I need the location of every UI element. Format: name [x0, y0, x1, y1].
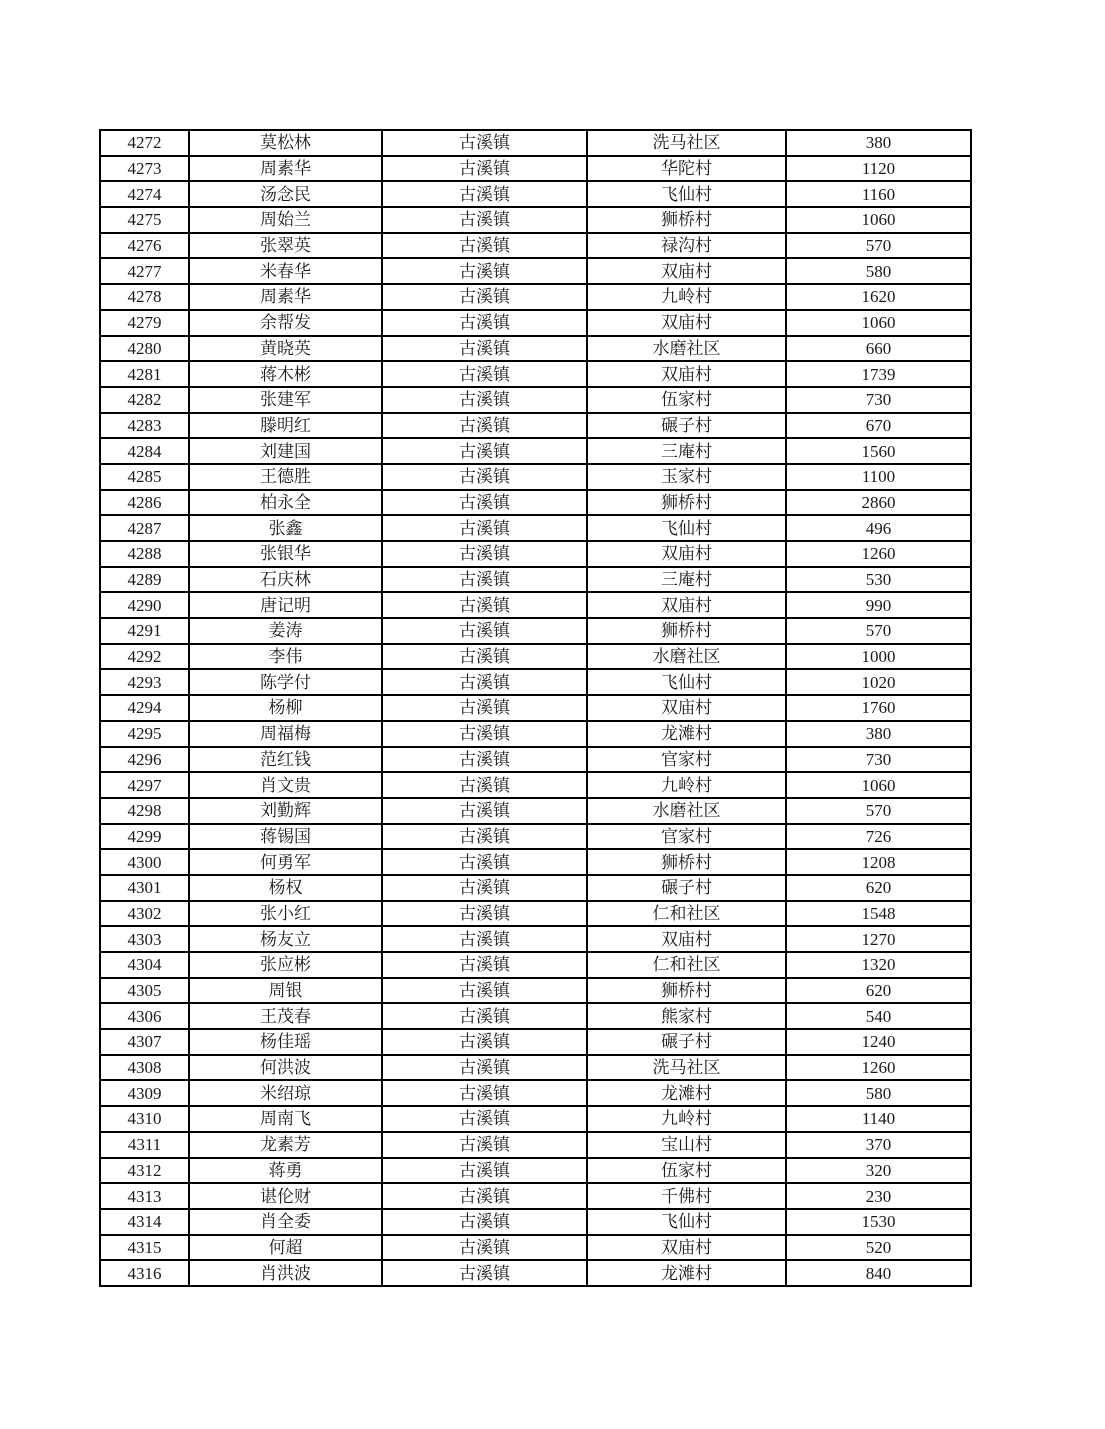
cell-village: 双庙村 — [587, 361, 786, 387]
cell-town: 古溪镇 — [382, 156, 587, 182]
cell-village: 双庙村 — [587, 592, 786, 618]
table-row — [100, 284, 971, 310]
cell-village: 碾子村 — [587, 413, 786, 439]
cell-amount: 1260 — [786, 541, 971, 567]
cell-amount: 1760 — [786, 695, 971, 721]
table-row — [100, 258, 971, 284]
table-row — [100, 1209, 971, 1235]
cell-name: 王茂春 — [189, 1003, 382, 1029]
cell-name: 黄晓英 — [189, 336, 382, 362]
cell-village: 双庙村 — [587, 1235, 786, 1261]
cell-village: 玉家村 — [587, 464, 786, 490]
cell-town: 古溪镇 — [382, 901, 587, 927]
cell-village: 洗马社区 — [587, 130, 786, 156]
cell-town: 古溪镇 — [382, 1003, 587, 1029]
cell-village: 千佛村 — [587, 1183, 786, 1209]
cell-town: 古溪镇 — [382, 1260, 587, 1286]
table-row — [100, 1106, 971, 1132]
cell-village: 双庙村 — [587, 926, 786, 952]
cell-town: 古溪镇 — [382, 772, 587, 798]
cell-amount: 520 — [786, 1235, 971, 1261]
cell-village: 龙滩村 — [587, 1260, 786, 1286]
cell-name: 王德胜 — [189, 464, 382, 490]
table-row — [100, 336, 971, 362]
cell-village: 禄沟村 — [587, 233, 786, 259]
cell-name: 龙素芳 — [189, 1132, 382, 1158]
cell-id: 4296 — [100, 747, 189, 773]
cell-amount: 1020 — [786, 669, 971, 695]
cell-village: 龙滩村 — [587, 721, 786, 747]
cell-village: 水磨社区 — [587, 644, 786, 670]
table-row — [100, 1080, 971, 1106]
cell-amount: 570 — [786, 798, 971, 824]
cell-amount: 1530 — [786, 1209, 971, 1235]
cell-name: 周素华 — [189, 284, 382, 310]
cell-village: 宝山村 — [587, 1132, 786, 1158]
cell-amount: 320 — [786, 1158, 971, 1184]
cell-town: 古溪镇 — [382, 387, 587, 413]
cell-name: 李伟 — [189, 644, 382, 670]
cell-amount: 540 — [786, 1003, 971, 1029]
cell-village: 官家村 — [587, 824, 786, 850]
cell-amount: 840 — [786, 1260, 971, 1286]
cell-village: 狮桥村 — [587, 978, 786, 1004]
table-row — [100, 1235, 971, 1261]
cell-id: 4280 — [100, 336, 189, 362]
cell-id: 4314 — [100, 1209, 189, 1235]
cell-amount: 370 — [786, 1132, 971, 1158]
table-row — [100, 978, 971, 1004]
cell-amount: 380 — [786, 130, 971, 156]
table-row — [100, 1003, 971, 1029]
cell-id: 4290 — [100, 592, 189, 618]
cell-village: 仁和社区 — [587, 952, 786, 978]
table-row — [100, 926, 971, 952]
cell-id: 4310 — [100, 1106, 189, 1132]
cell-name: 肖洪波 — [189, 1260, 382, 1286]
cell-name: 杨佳瑶 — [189, 1029, 382, 1055]
cell-village: 伍家村 — [587, 387, 786, 413]
cell-amount: 730 — [786, 387, 971, 413]
cell-amount: 1208 — [786, 849, 971, 875]
cell-town: 古溪镇 — [382, 824, 587, 850]
cell-name: 张小红 — [189, 901, 382, 927]
cell-village: 九岭村 — [587, 1106, 786, 1132]
cell-village: 飞仙村 — [587, 181, 786, 207]
cell-name: 杨权 — [189, 875, 382, 901]
cell-id: 4285 — [100, 464, 189, 490]
cell-town: 古溪镇 — [382, 721, 587, 747]
cell-name: 莫松林 — [189, 130, 382, 156]
table-row — [100, 1183, 971, 1209]
cell-name: 米绍琼 — [189, 1080, 382, 1106]
cell-name: 何超 — [189, 1235, 382, 1261]
cell-id: 4313 — [100, 1183, 189, 1209]
cell-amount: 580 — [786, 258, 971, 284]
cell-id: 4294 — [100, 695, 189, 721]
cell-amount: 1140 — [786, 1106, 971, 1132]
cell-town: 古溪镇 — [382, 1158, 587, 1184]
cell-town: 古溪镇 — [382, 1080, 587, 1106]
cell-id: 4307 — [100, 1029, 189, 1055]
cell-amount: 1060 — [786, 772, 971, 798]
cell-id: 4284 — [100, 438, 189, 464]
cell-id: 4278 — [100, 284, 189, 310]
cell-town: 古溪镇 — [382, 644, 587, 670]
cell-id: 4279 — [100, 310, 189, 336]
table-row — [100, 1029, 971, 1055]
cell-amount: 620 — [786, 875, 971, 901]
cell-name: 肖文贵 — [189, 772, 382, 798]
cell-amount: 1000 — [786, 644, 971, 670]
cell-name: 陈学付 — [189, 669, 382, 695]
cell-amount: 496 — [786, 515, 971, 541]
cell-name: 周素华 — [189, 156, 382, 182]
table-row — [100, 875, 971, 901]
table-row — [100, 747, 971, 773]
table-row — [100, 824, 971, 850]
cell-town: 古溪镇 — [382, 464, 587, 490]
cell-village: 水磨社区 — [587, 798, 786, 824]
cell-town: 古溪镇 — [382, 207, 587, 233]
cell-name: 杨柳 — [189, 695, 382, 721]
cell-amount: 660 — [786, 336, 971, 362]
cell-amount: 1100 — [786, 464, 971, 490]
cell-id: 4301 — [100, 875, 189, 901]
cell-id: 4311 — [100, 1132, 189, 1158]
cell-id: 4276 — [100, 233, 189, 259]
cell-amount: 1320 — [786, 952, 971, 978]
cell-amount: 1060 — [786, 310, 971, 336]
cell-id: 4303 — [100, 926, 189, 952]
table-body — [100, 130, 971, 1286]
cell-amount: 1060 — [786, 207, 971, 233]
cell-name: 周始兰 — [189, 207, 382, 233]
cell-village: 双庙村 — [587, 695, 786, 721]
cell-town: 古溪镇 — [382, 1055, 587, 1081]
cell-amount: 1739 — [786, 361, 971, 387]
cell-town: 古溪镇 — [382, 747, 587, 773]
cell-town: 古溪镇 — [382, 490, 587, 516]
cell-town: 古溪镇 — [382, 1132, 587, 1158]
cell-name: 范红钱 — [189, 747, 382, 773]
table-row — [100, 156, 971, 182]
table-row — [100, 413, 971, 439]
cell-name: 张建军 — [189, 387, 382, 413]
cell-name: 刘勤辉 — [189, 798, 382, 824]
cell-town: 古溪镇 — [382, 1029, 587, 1055]
cell-id: 4287 — [100, 515, 189, 541]
cell-name: 周福梅 — [189, 721, 382, 747]
cell-amount: 380 — [786, 721, 971, 747]
cell-village: 水磨社区 — [587, 336, 786, 362]
cell-village: 洗马社区 — [587, 1055, 786, 1081]
cell-id: 4309 — [100, 1080, 189, 1106]
table-row — [100, 1055, 971, 1081]
cell-amount: 1260 — [786, 1055, 971, 1081]
cell-town: 古溪镇 — [382, 233, 587, 259]
cell-town: 古溪镇 — [382, 1235, 587, 1261]
cell-town: 古溪镇 — [382, 567, 587, 593]
cell-village: 仁和社区 — [587, 901, 786, 927]
cell-amount: 570 — [786, 618, 971, 644]
cell-village: 飞仙村 — [587, 1209, 786, 1235]
cell-town: 古溪镇 — [382, 798, 587, 824]
cell-village: 双庙村 — [587, 310, 786, 336]
table-row — [100, 387, 971, 413]
cell-amount: 530 — [786, 567, 971, 593]
cell-id: 4274 — [100, 181, 189, 207]
table-row — [100, 798, 971, 824]
cell-name: 张鑫 — [189, 515, 382, 541]
cell-village: 双庙村 — [587, 541, 786, 567]
cell-town: 古溪镇 — [382, 438, 587, 464]
cell-id: 4289 — [100, 567, 189, 593]
table-row — [100, 310, 971, 336]
cell-village: 龙滩村 — [587, 1080, 786, 1106]
table-row — [100, 541, 971, 567]
cell-village: 飞仙村 — [587, 669, 786, 695]
cell-name: 米春华 — [189, 258, 382, 284]
cell-town: 古溪镇 — [382, 1209, 587, 1235]
table-row — [100, 695, 971, 721]
cell-village: 三庵村 — [587, 567, 786, 593]
cell-village: 飞仙村 — [587, 515, 786, 541]
cell-town: 古溪镇 — [382, 926, 587, 952]
cell-town: 古溪镇 — [382, 592, 587, 618]
cell-amount: 1620 — [786, 284, 971, 310]
table-row — [100, 464, 971, 490]
cell-amount: 1160 — [786, 181, 971, 207]
table-row — [100, 721, 971, 747]
cell-id: 4295 — [100, 721, 189, 747]
cell-name: 刘建国 — [189, 438, 382, 464]
table-row — [100, 1132, 971, 1158]
table-row — [100, 669, 971, 695]
cell-town: 古溪镇 — [382, 978, 587, 1004]
cell-village: 碾子村 — [587, 1029, 786, 1055]
cell-id: 4304 — [100, 952, 189, 978]
cell-id: 4283 — [100, 413, 189, 439]
cell-village: 狮桥村 — [587, 618, 786, 644]
cell-town: 古溪镇 — [382, 336, 587, 362]
cell-town: 古溪镇 — [382, 258, 587, 284]
table-row — [100, 952, 971, 978]
cell-town: 古溪镇 — [382, 695, 587, 721]
table-row — [100, 515, 971, 541]
cell-amount: 1270 — [786, 926, 971, 952]
cell-village: 九岭村 — [587, 772, 786, 798]
cell-town: 古溪镇 — [382, 361, 587, 387]
cell-id: 4299 — [100, 824, 189, 850]
table-row — [100, 772, 971, 798]
cell-name: 张银华 — [189, 541, 382, 567]
cell-id: 4292 — [100, 644, 189, 670]
cell-name: 汤念民 — [189, 181, 382, 207]
table-row — [100, 361, 971, 387]
table-row — [100, 438, 971, 464]
cell-village: 双庙村 — [587, 258, 786, 284]
cell-amount: 620 — [786, 978, 971, 1004]
cell-name: 蒋木彬 — [189, 361, 382, 387]
cell-town: 古溪镇 — [382, 1106, 587, 1132]
cell-amount: 2860 — [786, 490, 971, 516]
cell-id: 4275 — [100, 207, 189, 233]
cell-village: 碾子村 — [587, 875, 786, 901]
cell-id: 4272 — [100, 130, 189, 156]
table-row — [100, 1260, 971, 1286]
cell-name: 周南飞 — [189, 1106, 382, 1132]
table-row — [100, 207, 971, 233]
cell-name: 姜涛 — [189, 618, 382, 644]
cell-town: 古溪镇 — [382, 849, 587, 875]
cell-village: 狮桥村 — [587, 849, 786, 875]
cell-town: 古溪镇 — [382, 310, 587, 336]
cell-id: 4297 — [100, 772, 189, 798]
cell-id: 4312 — [100, 1158, 189, 1184]
cell-town: 古溪镇 — [382, 1183, 587, 1209]
cell-village: 三庵村 — [587, 438, 786, 464]
cell-town: 古溪镇 — [382, 515, 587, 541]
cell-village: 狮桥村 — [587, 207, 786, 233]
table-row — [100, 592, 971, 618]
cell-town: 古溪镇 — [382, 618, 587, 644]
cell-town: 古溪镇 — [382, 413, 587, 439]
cell-id: 4305 — [100, 978, 189, 1004]
cell-amount: 990 — [786, 592, 971, 618]
cell-village: 华陀村 — [587, 156, 786, 182]
cell-name: 蒋锡国 — [189, 824, 382, 850]
cell-town: 古溪镇 — [382, 181, 587, 207]
cell-id: 4302 — [100, 901, 189, 927]
cell-id: 4281 — [100, 361, 189, 387]
cell-village: 伍家村 — [587, 1158, 786, 1184]
cell-name: 肖全委 — [189, 1209, 382, 1235]
cell-id: 4288 — [100, 541, 189, 567]
cell-amount: 580 — [786, 1080, 971, 1106]
cell-town: 古溪镇 — [382, 875, 587, 901]
cell-amount: 570 — [786, 233, 971, 259]
table-row — [100, 233, 971, 259]
cell-village: 官家村 — [587, 747, 786, 773]
cell-id: 4282 — [100, 387, 189, 413]
cell-id: 4273 — [100, 156, 189, 182]
cell-name: 周银 — [189, 978, 382, 1004]
table-row — [100, 644, 971, 670]
table-row — [100, 1158, 971, 1184]
cell-name: 张应彬 — [189, 952, 382, 978]
cell-amount: 230 — [786, 1183, 971, 1209]
cell-town: 古溪镇 — [382, 669, 587, 695]
table-row — [100, 901, 971, 927]
cell-id: 4315 — [100, 1235, 189, 1261]
cell-name: 余帮发 — [189, 310, 382, 336]
cell-name: 唐记明 — [189, 592, 382, 618]
cell-name: 杨友立 — [189, 926, 382, 952]
table-row — [100, 181, 971, 207]
cell-name: 石庆林 — [189, 567, 382, 593]
table-row — [100, 849, 971, 875]
table-row — [100, 130, 971, 156]
cell-amount: 1240 — [786, 1029, 971, 1055]
cell-id: 4286 — [100, 490, 189, 516]
cell-village: 九岭村 — [587, 284, 786, 310]
cell-town: 古溪镇 — [382, 541, 587, 567]
cell-town: 古溪镇 — [382, 952, 587, 978]
cell-id: 4308 — [100, 1055, 189, 1081]
cell-name: 何勇军 — [189, 849, 382, 875]
cell-amount: 1560 — [786, 438, 971, 464]
cell-id: 4298 — [100, 798, 189, 824]
table-row — [100, 567, 971, 593]
cell-town: 古溪镇 — [382, 284, 587, 310]
cell-village: 狮桥村 — [587, 490, 786, 516]
cell-id: 4316 — [100, 1260, 189, 1286]
table-row — [100, 490, 971, 516]
cell-name: 滕明红 — [189, 413, 382, 439]
cell-id: 4293 — [100, 669, 189, 695]
cell-name: 蒋勇 — [189, 1158, 382, 1184]
cell-town: 古溪镇 — [382, 130, 587, 156]
cell-village: 熊家村 — [587, 1003, 786, 1029]
cell-amount: 670 — [786, 413, 971, 439]
table-row — [100, 618, 971, 644]
cell-amount: 1548 — [786, 901, 971, 927]
data-table — [99, 129, 972, 1287]
cell-name: 张翠英 — [189, 233, 382, 259]
cell-amount: 726 — [786, 824, 971, 850]
cell-name: 谌伦财 — [189, 1183, 382, 1209]
cell-id: 4277 — [100, 258, 189, 284]
cell-id: 4306 — [100, 1003, 189, 1029]
cell-name: 柏永全 — [189, 490, 382, 516]
cell-amount: 730 — [786, 747, 971, 773]
cell-name: 何洪波 — [189, 1055, 382, 1081]
cell-amount: 1120 — [786, 156, 971, 182]
cell-id: 4300 — [100, 849, 189, 875]
cell-id: 4291 — [100, 618, 189, 644]
